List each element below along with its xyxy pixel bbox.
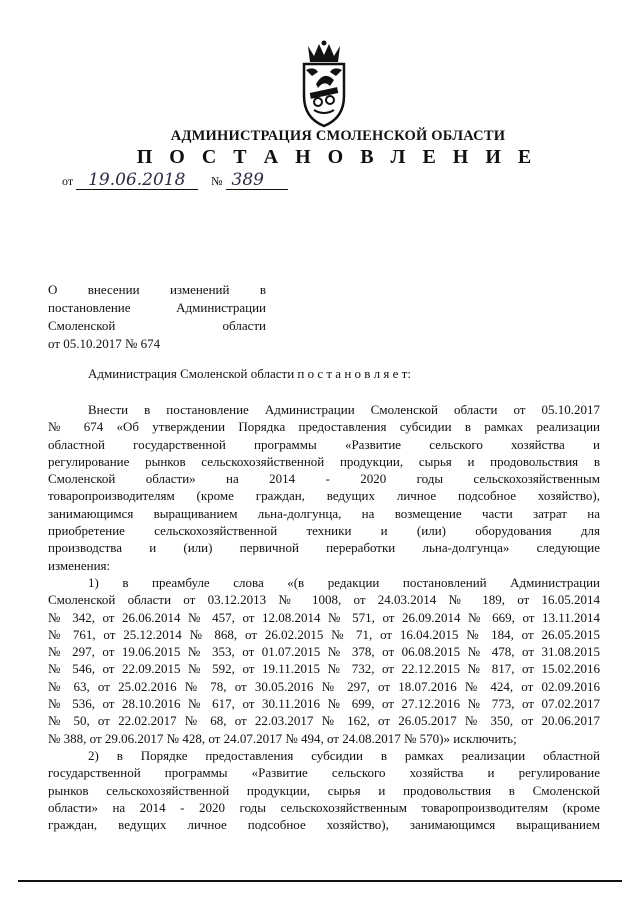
body-line: занимающимся выращиванием льна-долгунца, на возмещение части затрат на bbox=[48, 505, 600, 521]
body-line: Внести в постановление Администрации Смоленской области от 05.10.2017 bbox=[88, 402, 600, 417]
body-line: № 388, от 29.06.2017 № 428, от 24.07.2017 № 494, от 24.08.2017 № 570)» исключить; bbox=[48, 730, 517, 746]
body-line: регулирование рынков сельскохозяйственной продукции, сырья и продовольствия в bbox=[48, 453, 600, 469]
body-line: 2) в Порядке предоставления субсидии в рамках реализации областной bbox=[88, 747, 600, 763]
date-number-line bbox=[62, 172, 288, 190]
body-line: № 297, от 19.06.2015 № 353, от 01.07.2015 № 378, от 06.08.2015 № 478, от 31.08.2015 bbox=[48, 644, 600, 660]
subject-line: от 05.10.2017 № 674 bbox=[48, 336, 161, 351]
date-prefix: от bbox=[62, 174, 74, 188]
body-line: 1) в преамбуле слова «(в редакции постановлений Администрации bbox=[88, 574, 600, 590]
body-line: № 50, от 22.02.2017 № 68, от 22.03.2017 № 162, от 26.05.2017 № 350, от 20.06.2017 bbox=[48, 713, 600, 729]
page-bottom-border bbox=[18, 880, 622, 882]
body-line: изменения: bbox=[48, 557, 111, 573]
body-line: государственной программы «Развитие сельского хозяйства и регулирование bbox=[48, 765, 600, 781]
preamble-text: Администрация Смоленской области п о с т а н о в л я е т: bbox=[88, 366, 411, 381]
body-line: № 342, от 26.06.2014 № 457, от 12.08.2014 № 571, от 26.09.2014 № 669, от 13.11.2014 bbox=[48, 609, 600, 625]
body-line: № 536, от 28.10.2016 № 617, от 30.11.2016 № 699, от 27.12.2016 № 773, от 07.02.2017 bbox=[48, 696, 600, 712]
body-line: № 63, от 25.02.2016 № 78, от 30.05.2016 № 297, от 18.07.2016 № 424, от 02.09.2016 bbox=[48, 678, 600, 694]
body-line: товаропроизводителям (кроме граждан, ведущих личное подсобное хозяйство), bbox=[48, 488, 600, 504]
body-line: областной государственной программы «Развитие сельского хозяйства и bbox=[48, 436, 600, 452]
body-line: № 761, от 25.12.2014 № 868, от 26.02.2015 № 71, от 16.04.2015 № 184, от 26.05.2015 bbox=[48, 626, 600, 642]
body-line: граждан, ведущих личное подсобное хозяйство), занимающимся выращиванием bbox=[48, 817, 600, 833]
body-line: рынков сельскохозяйственной продукции, сырья и продовольствия в Смоленской bbox=[48, 782, 600, 798]
body-line: приобретение сельскохозяйственной техники и (или) оборудования для bbox=[48, 523, 600, 539]
subject-line: О внесении изменений в bbox=[48, 282, 266, 297]
document-type-title: П О С Т А Н О В Л Е Н И Е bbox=[136, 146, 538, 168]
document-number: 389 bbox=[226, 172, 288, 190]
body-line: № 546, от 22.09.2015 № 592, от 19.11.2015 № 732, от 22.12.2015 № 817, от 15.02.2016 bbox=[48, 661, 600, 677]
number-prefix: № bbox=[211, 174, 223, 188]
body-line: области» на 2014 - 2020 годы сельскохозяйственным товаропроизводителям (кроме bbox=[48, 799, 600, 815]
subject-line: постановление Администрации bbox=[48, 300, 266, 315]
document-subject bbox=[48, 281, 266, 353]
document-body bbox=[48, 401, 600, 833]
body-line: № 674 «Об утверждении Порядка предоставления субсидии в рамках реализации bbox=[48, 419, 600, 435]
subject-line: Смоленской области bbox=[48, 318, 266, 333]
document-date: 19.06.2018 bbox=[76, 172, 198, 190]
coat-of-arms-emblem bbox=[288, 40, 360, 128]
body-line: Смоленской области от 03.12.2013 № 1008, от 24.03.2014 № 189, от 16.05.2014 bbox=[48, 592, 600, 608]
organization-name: АДМИНИСТРАЦИЯ СМОЛЕНСКОЙ ОБЛАСТИ bbox=[170, 128, 506, 144]
body-line: производства и (или) первичной переработки льна-долгунца» следующие bbox=[48, 540, 600, 556]
body-line: Смоленской области» на 2014 - 2020 годы сельскохозяйственным bbox=[48, 471, 600, 487]
